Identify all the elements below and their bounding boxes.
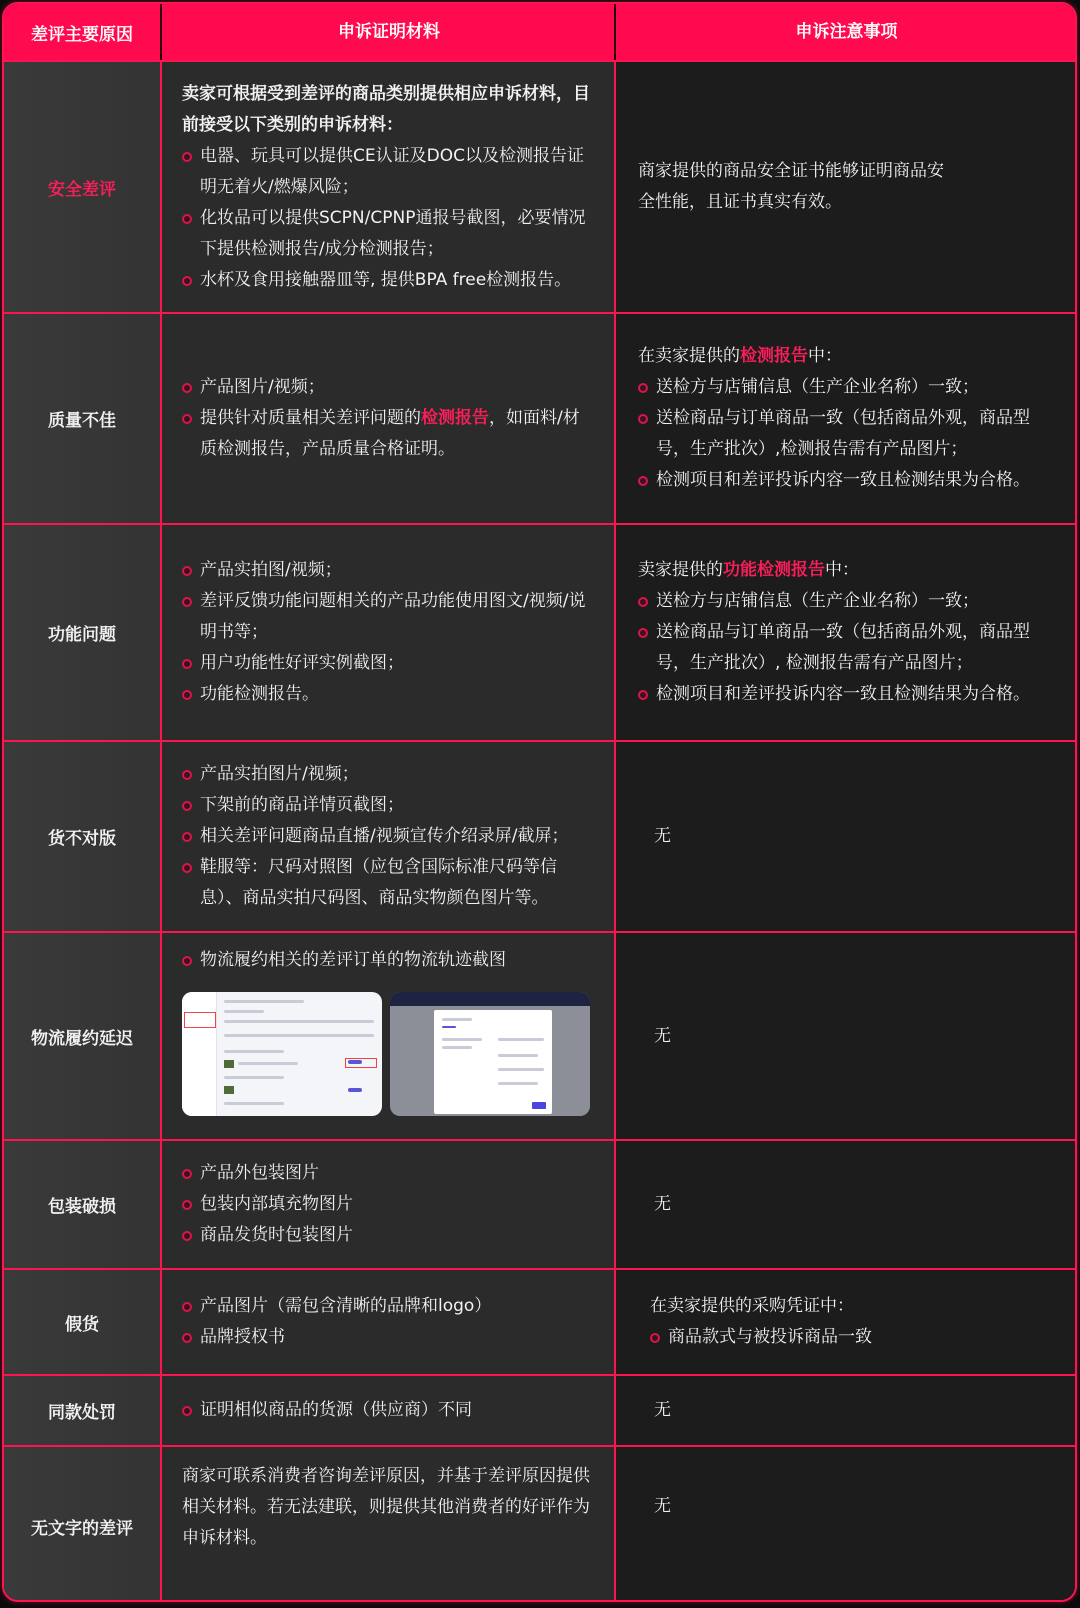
notes-intro: 在卖家提供的采购凭证中： [650, 1296, 854, 1316]
materials-cell [160, 525, 614, 740]
list-item: 送检方与店铺信息（生产企业名称）一致； [638, 586, 1055, 617]
list-item: 检测项目和差评投诉内容一致且检测结果为合格。 [638, 465, 1055, 496]
table-header [4, 4, 1075, 60]
materials-cell [160, 1270, 614, 1374]
notes-text: 无 [654, 1025, 671, 1046]
list-item: 送检商品与订单商品一致（包括商品外观，商品型号，生产批次）, 检测报告需有产品图片； [638, 617, 1055, 679]
notes-text: 无 [654, 1194, 671, 1214]
list-item: 证明相似商品的货源（供应商）不同 [182, 1395, 596, 1426]
notes-intro [638, 555, 1055, 586]
materials-intro: 卖家可根据受到差评的商品类别提供相应申诉材料，目前接受以下类别的申诉材料： [182, 83, 590, 135]
table-row [4, 931, 1075, 1139]
table-row [4, 1445, 1075, 1602]
list-item: 检测项目和差评投诉内容一致且检测结果为合格。 [638, 679, 1055, 710]
table-row [4, 1139, 1075, 1268]
notes-cell [614, 314, 1075, 523]
reason-label: 物流履约延迟 [31, 1028, 133, 1049]
list-item: 送检商品与订单商品一致（包括商品外观，商品型号，生产批次）,检测报告需有产品图片； [638, 403, 1055, 465]
notes-cell [614, 742, 1075, 931]
notes-text: 商家提供的商品安全证书能够证明商品安全性能，且证书真实有效。 [638, 161, 944, 212]
notes-intro-text: 中： [808, 346, 842, 366]
materials-cell [160, 314, 614, 523]
notes-text: 无 [654, 1400, 671, 1420]
list-item: 包装内部填充物图片 [182, 1189, 596, 1220]
materials-cell [160, 1447, 614, 1602]
list-item: 产品实拍图/视频； [182, 555, 596, 586]
highlight-text: 检测报告 [421, 408, 489, 428]
list-item: 化妆品可以提供SCPN/CPNP通报号截图，必要情况下提供检测报告/成分检测报告； [182, 203, 596, 265]
table-row [4, 1268, 1075, 1374]
list-item: 差评反馈功能问题相关的产品功能使用图文/视频/说明书等； [182, 586, 596, 648]
list-item: 产品实拍图片/视频； [182, 759, 596, 790]
reason-cell [4, 1376, 160, 1445]
reason-label: 包装破损 [48, 1197, 116, 1217]
table-row [4, 60, 1075, 312]
reason-label: 同款处罚 [48, 1403, 116, 1423]
header-notes: 申诉注意事项 [614, 4, 1075, 60]
list-item: 产品外包装图片 [182, 1158, 596, 1189]
order-list-screenshot[interactable] [182, 992, 382, 1116]
reason-label: 假货 [65, 1314, 99, 1335]
reason-label: 功能问题 [48, 625, 116, 645]
list-item: 产品图片/视频； [182, 372, 596, 403]
list-item: 用户功能性好评实例截图； [182, 648, 596, 679]
highlight-text: 检测报告 [740, 346, 808, 366]
reason-label: 无文字的差评 [31, 1518, 133, 1539]
highlight-text: 功能检测报告 [723, 560, 825, 580]
list-item-text: 提供针对质量相关差评问题的 [200, 408, 421, 428]
notes-intro-text: 在卖家提供的 [638, 346, 740, 366]
notes-intro-text: 中： [825, 560, 859, 580]
reason-cell [4, 525, 160, 740]
reason-cell [4, 1270, 160, 1374]
notes-intro-text: 卖家提供的 [638, 560, 723, 580]
table-row [4, 1374, 1075, 1445]
notes-cell [614, 933, 1075, 1139]
notes-cell [614, 62, 1075, 312]
reason-cell [4, 742, 160, 931]
reason-cell [4, 1447, 160, 1602]
list-item: 鞋服等：尺码对照图（应包含国际标准尺码等信息）、商品实拍尺码图、商品实物颜色图片等。 [182, 852, 596, 914]
notes-cell [614, 1270, 1075, 1374]
reason-label: 安全差评 [48, 179, 116, 200]
notes-text: 无 [654, 826, 671, 846]
materials-cell [160, 62, 614, 312]
notes-cell [614, 1447, 1075, 1602]
notes-cell [614, 525, 1075, 740]
table-row [4, 523, 1075, 740]
notes-text: 无 [654, 1496, 671, 1516]
materials-cell [160, 742, 614, 931]
list-item: 商品款式与被投诉商品一致 [650, 1322, 1055, 1353]
appeal-materials-table [2, 2, 1077, 1602]
list-item: 产品图片（需包含清晰的品牌和logo） [182, 1291, 596, 1322]
notes-cell [614, 1141, 1075, 1268]
materials-cell [160, 1141, 614, 1268]
materials-text: 商家可联系消费者咨询差评原因，并基于差评原因提供相关材料。若无法建联，则提供其他消费者的好评作为申诉材料。 [182, 1466, 590, 1548]
reason-cell [4, 1141, 160, 1268]
list-item: 物流履约相关的差评订单的物流轨迹截图 [182, 945, 596, 976]
logistics-detail-modal-screenshot[interactable] [390, 992, 590, 1116]
list-item: 送检方与店铺信息（生产企业名称）一致； [638, 372, 1055, 403]
reason-label: 货不对版 [48, 829, 116, 849]
reason-label: 质量不佳 [48, 411, 116, 431]
list-item: 商品发货时包装图片 [182, 1220, 596, 1251]
table-row [4, 312, 1075, 523]
list-item: 电器、玩具可以提供CE认证及DOC以及检测报告证明无着火/燃爆风险； [182, 141, 596, 203]
reason-cell [4, 314, 160, 523]
list-item: 相关差评问题商品直播/视频宣传介绍录屏/截屏； [182, 821, 596, 852]
header-materials: 申诉证明材料 [160, 4, 614, 60]
reason-cell [4, 62, 160, 312]
list-item-text: ，如面料/材质检测报告，产品质量合格证明。 [200, 408, 580, 459]
notes-intro [638, 341, 1055, 372]
notes-cell [614, 1376, 1075, 1445]
materials-cell [160, 933, 614, 1139]
materials-cell [160, 1376, 614, 1445]
list-item: 功能检测报告。 [182, 679, 596, 710]
reason-cell [4, 933, 160, 1139]
table-row [4, 740, 1075, 931]
screenshot-gallery [182, 992, 596, 1116]
list-item: 品牌授权书 [182, 1322, 596, 1353]
header-reason: 差评主要原因 [31, 24, 133, 45]
list-item [182, 403, 596, 465]
list-item: 下架前的商品详情页截图； [182, 790, 596, 821]
list-item: 水杯及食用接触器皿等, 提供BPA free检测报告。 [182, 265, 596, 296]
